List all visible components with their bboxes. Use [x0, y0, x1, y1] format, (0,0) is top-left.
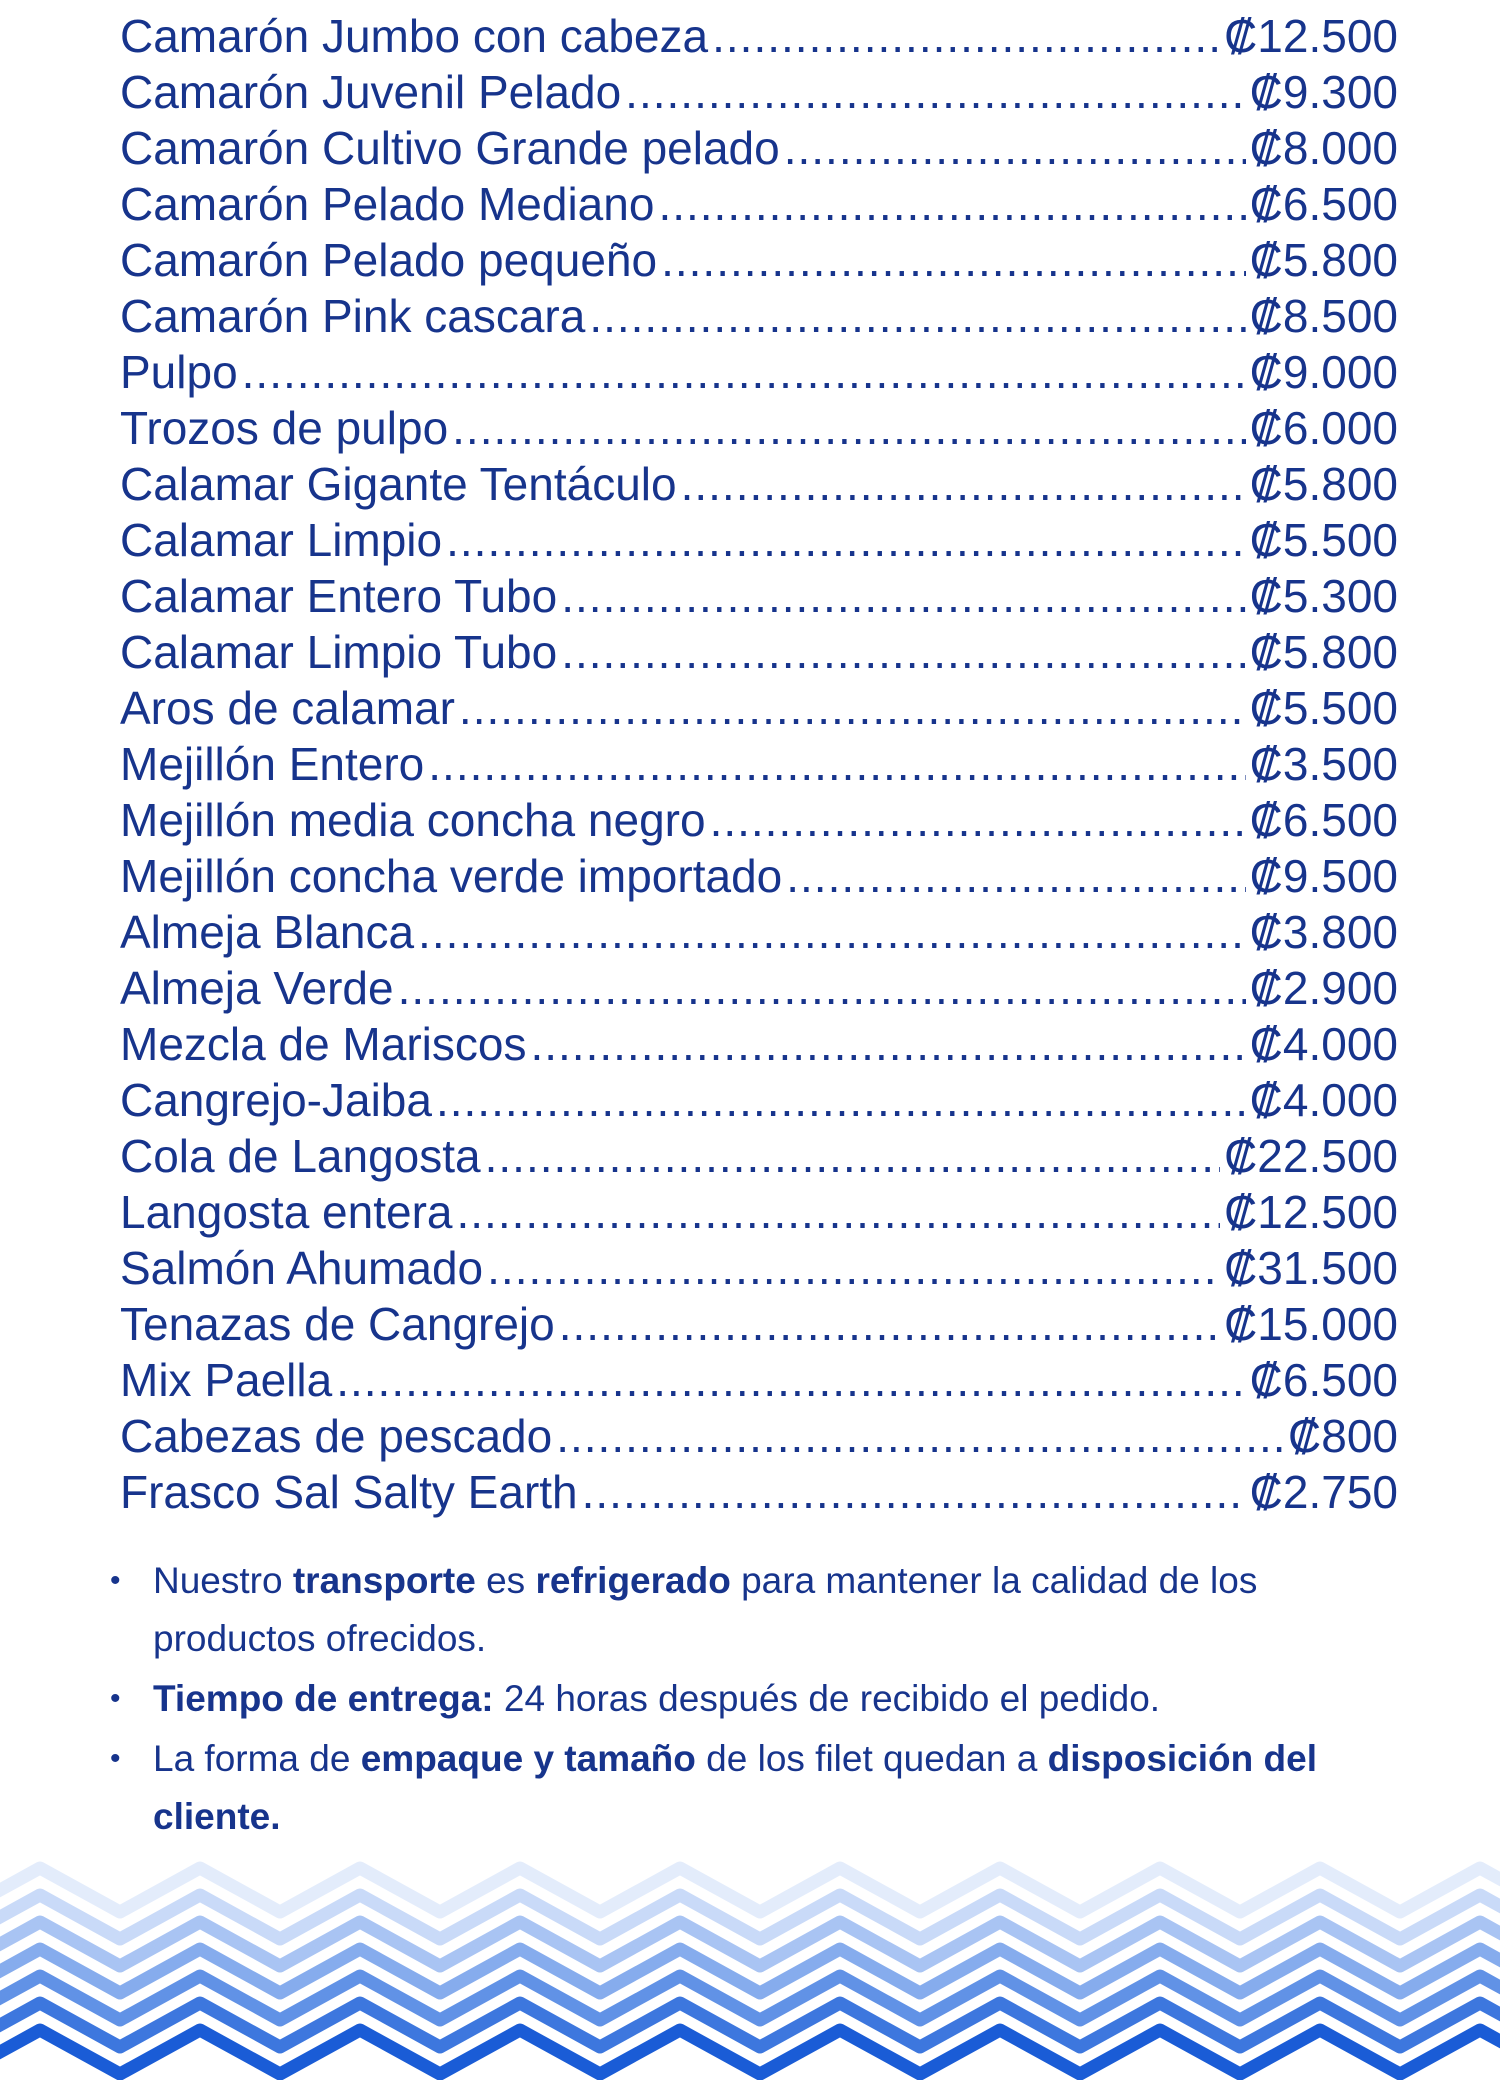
item-price: ₡6.000: [1249, 402, 1398, 454]
item-price: ₡5.800: [1249, 626, 1398, 678]
price-row: [120, 1352, 1398, 1408]
price-row: [120, 1408, 1398, 1464]
note-item: [110, 1670, 1400, 1728]
bullet-icon: •: [110, 1682, 121, 1715]
price-row: [120, 1464, 1398, 1520]
dot-leader: [658, 176, 1245, 232]
dot-leader: [457, 1184, 1221, 1240]
dot-leader: [530, 1016, 1245, 1072]
item-price: ₡6.500: [1249, 794, 1398, 846]
item-name: Mejillón Entero: [120, 738, 425, 790]
note-emphasis: refrigerado: [535, 1560, 731, 1601]
item-price: ₡800: [1288, 1410, 1398, 1462]
dot-leader: [582, 1464, 1246, 1520]
price-row: [120, 8, 1398, 64]
dot-leader: [242, 344, 1246, 400]
dot-leader: [446, 512, 1246, 568]
price-row: [120, 736, 1398, 792]
item-name: Calamar Limpio: [120, 514, 443, 566]
item-price: ₡8.500: [1249, 290, 1398, 342]
item-price: ₡9.500: [1249, 850, 1398, 902]
dot-leader: [786, 848, 1245, 904]
item-name: Camarón Juvenil Pelado: [120, 66, 622, 118]
item-name: Camarón Pelado pequeño: [120, 234, 658, 286]
price-row: [120, 904, 1398, 960]
notes-list: [110, 1552, 1400, 1848]
price-row: [120, 176, 1398, 232]
item-name: Almeja Verde: [120, 962, 394, 1014]
note-text: Nuestro: [153, 1560, 293, 1601]
item-name: Mix Paella: [120, 1354, 333, 1406]
item-price: ₡9.300: [1249, 66, 1398, 118]
item-name: Camarón Pink cascara: [120, 290, 586, 342]
price-row: [120, 1128, 1398, 1184]
price-row: [120, 1072, 1398, 1128]
price-row: [120, 1296, 1398, 1352]
dot-leader: [398, 960, 1246, 1016]
note-emphasis: transporte: [292, 1560, 476, 1601]
price-list: [120, 8, 1398, 1520]
item-price: ₡4.000: [1249, 1074, 1398, 1126]
price-row: [120, 848, 1398, 904]
item-name: Camarón Cultivo Grande pelado: [120, 122, 780, 174]
note-text: es: [475, 1560, 536, 1601]
item-name: Trozos de pulpo: [120, 402, 449, 454]
note-emphasis: disposición del cliente.: [153, 1738, 1317, 1837]
item-price: ₡22.500: [1224, 1130, 1398, 1182]
dot-leader: [784, 120, 1246, 176]
dot-leader: [556, 1408, 1284, 1464]
price-row: [120, 624, 1398, 680]
item-name: Calamar Limpio Tubo: [120, 626, 558, 678]
dot-leader: [487, 1240, 1220, 1296]
item-name: Tenazas de Cangrejo: [120, 1298, 555, 1350]
item-price: ₡8.000: [1249, 122, 1398, 174]
item-price: ₡6.500: [1249, 178, 1398, 230]
dot-leader: [561, 624, 1245, 680]
note-item: [110, 1730, 1400, 1846]
price-row: [120, 960, 1398, 1016]
price-row: [120, 1016, 1398, 1072]
item-price: ₡12.500: [1224, 1186, 1398, 1238]
note-emphasis: Tiempo de entrega:: [153, 1678, 494, 1719]
item-name: Camarón Jumbo con cabeza: [120, 10, 709, 62]
price-row: [120, 344, 1398, 400]
bullet-icon: •: [110, 1742, 121, 1775]
note-text: La forma de: [153, 1738, 361, 1779]
price-row: [120, 120, 1398, 176]
dot-leader: [561, 568, 1245, 624]
item-price: ₡6.500: [1249, 1354, 1398, 1406]
item-price: ₡5.300: [1249, 570, 1398, 622]
item-price: ₡5.500: [1249, 514, 1398, 566]
item-price: ₡5.800: [1249, 458, 1398, 510]
price-row: [120, 64, 1398, 120]
price-row: [120, 1184, 1398, 1240]
dot-leader: [625, 64, 1245, 120]
dot-leader: [661, 232, 1246, 288]
item-name: Frasco Sal Salty Earth: [120, 1466, 578, 1518]
item-price: ₡31.500: [1224, 1242, 1398, 1294]
item-price: ₡15.000: [1224, 1298, 1398, 1350]
dot-leader: [589, 288, 1245, 344]
item-price: ₡9.000: [1249, 346, 1398, 398]
item-name: Calamar Entero Tubo: [120, 570, 558, 622]
price-row: [120, 568, 1398, 624]
item-name: Calamar Gigante Tentáculo: [120, 458, 677, 510]
item-name: Cabezas de pescado: [120, 1410, 553, 1462]
price-row: [120, 680, 1398, 736]
item-name: Mejillón media concha negro: [120, 794, 706, 846]
price-row: [120, 400, 1398, 456]
dot-leader: [436, 1072, 1246, 1128]
item-name: Langosta entera: [120, 1186, 453, 1238]
decorative-waves: [0, 1850, 1500, 2080]
item-price: ₡5.800: [1249, 234, 1398, 286]
bullet-icon: •: [110, 1564, 121, 1597]
item-price: ₡3.800: [1249, 906, 1398, 958]
item-name: Mezcla de Mariscos: [120, 1018, 527, 1070]
price-row: [120, 512, 1398, 568]
note-item: [110, 1552, 1400, 1668]
dot-leader: [336, 1352, 1245, 1408]
item-price: ₡2.900: [1249, 962, 1398, 1014]
item-price: ₡2.750: [1249, 1466, 1398, 1518]
note-emphasis: empaque y tamaño: [360, 1738, 696, 1779]
price-row: [120, 232, 1398, 288]
item-name: Cola de Langosta: [120, 1130, 481, 1182]
item-price: ₡12.500: [1224, 10, 1398, 62]
dot-leader: [710, 792, 1246, 848]
item-name: Almeja Blanca: [120, 906, 415, 958]
item-name: Salmón Ahumado: [120, 1242, 484, 1294]
dot-leader: [485, 1128, 1220, 1184]
item-name: Mejillón concha verde importado: [120, 850, 783, 902]
dot-leader: [428, 736, 1245, 792]
price-row: [120, 1240, 1398, 1296]
item-price: ₡5.500: [1249, 682, 1398, 734]
price-row: [120, 288, 1398, 344]
dot-leader: [418, 904, 1246, 960]
item-name: Cangrejo-Jaiba: [120, 1074, 432, 1126]
dot-leader: [452, 400, 1246, 456]
dot-leader: [681, 456, 1246, 512]
dot-leader: [559, 1296, 1220, 1352]
item-price: ₡4.000: [1249, 1018, 1398, 1070]
item-price: ₡3.500: [1249, 738, 1398, 790]
note-text: para mantener la calidad de los productos ofrecidos.: [153, 1560, 1258, 1659]
note-text: 24 horas después de recibido el pedido.: [493, 1678, 1161, 1719]
note-text: de los filet quedan a: [695, 1738, 1048, 1779]
dot-leader: [459, 680, 1246, 736]
dot-leader: [712, 8, 1220, 64]
item-name: Camarón Pelado Mediano: [120, 178, 655, 230]
item-name: Pulpo: [120, 346, 238, 398]
price-row: [120, 456, 1398, 512]
price-row: [120, 792, 1398, 848]
item-name: Aros de calamar: [120, 682, 455, 734]
